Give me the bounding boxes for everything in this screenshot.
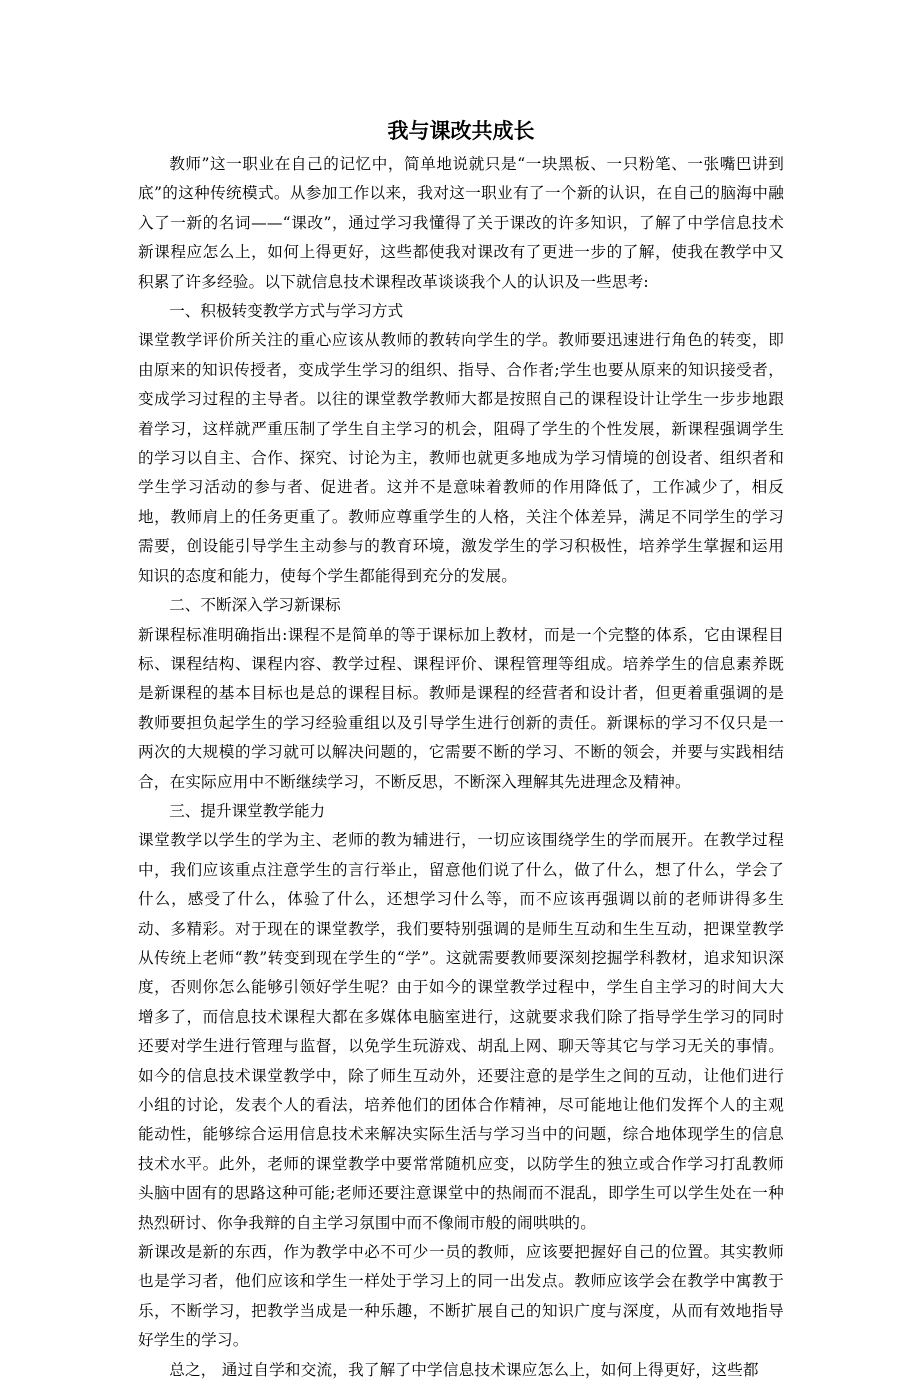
section-heading-2: 二、不断深入学习新课标: [169, 596, 341, 615]
section-paragraph-3: 课堂教学以学生的学为主、老师的教为辅进行，一切应该围绕学生的学而展开。在教学过程中，我们应该重点注意学生的言行举止，留意他们说了什么，做了什么，想了什么，学会了什么，感受了什么，体验了什么，还想学习什么等，而不应该再强调以前的老师讲得多生动、多精彩。对于现在的课堂教学，我们要特别强调的是师生互动和生生互动，把课堂教学从传统上老师“教”转变到现在学生的“学”。这就需要教师要深刻挖掘学科教材，追求知识深度，否则你怎么能够引领好学生呢？由于如今的课堂教学过程中，学生自主学习的时间大大增多了，而信息技术课程大都在多媒体电脑室进行，这就要求我们除了指导学生学习的同时还要对学生进行管理与监督，以免学生玩游戏、胡乱上网、聊天等其它与学习无关的事情。如今的信息技术课堂教学中，除了师生互动外，还要注意的是学生之间的互动，让他们进行小组的讨论，发表个人的看法，培养他们的团体合作精神，尽可能地让他们发挥个人的主观能动性，能够综合运用信息技术来解决实际生活与学习当中的问题，综合地体现学生的信息技术水平。此外，老师的课堂教学中要常常随机应变，以防学生的独立或合作学习打乱教师头脑中固有的思路这种可能;老师还要注意课堂中的热闹而不混乱，即学生可以学生处在一种热烈研讨、你争我辩的自主学习氛围中而不像闹市般的闹哄哄的。: [138, 831, 784, 1232]
section-heading-3: 三、提升课堂教学能力: [169, 801, 326, 820]
conclusion-paragraph: 总之， 通过自学和交流，我了解了中学信息技术课应怎么上，如何上得更好，这些都: [169, 1360, 759, 1379]
reflection-paragraph: 新课改是新的东西，作为教学中必不可少一员的教师，应该要把握好自己的位置。其实教师也是学习者，他们应该和学生一样处于学习上的同一出发点。教师应该学会在教学中寓教于乐，不断学习，把教学当成是一种乐趣，不断扩展自己的知识广度与深度，从而有效地指导好学生的学习。: [138, 1243, 784, 1350]
intro-paragraph: 教师”这一职业在自己的记忆中，简单地说就只是“一块黑板、一只粉笔、一张嘴巴讲到底”的这种传统模式。从参加工作以来，我对这一职业有了一个新的认识，在自己的脑海中融入了一新的名词——“课改”，通过学习我懂得了关于课改的许多知识，了解了中学信息技术新课程应怎么上，如何上得更好，这些都使我对课改有了更进一步的了解，使我在教学中又积累了许多经验。以下就信息技术课程改革谈谈我个人的认识及一些思考:: [138, 155, 784, 291]
section-heading-1: 一、积极转变教学方式与学习方式: [169, 302, 404, 321]
section-paragraph-1: 课堂教学评价所关注的重心应该从教师的教转向学生的学。教师要迅速进行角色的转变，即由原来的知识传授者，变成学生学习的组织、指导、合作者;学生也要从原来的知识接受者，变成学习过程的主导者。以往的课堂教学教师大都是按照自己的课程设计让学生一步步地跟着学习，这样就严重压制了学生自主学习的机会，阻碍了学生的个性发展，新课程强调学生的学习以自主、合作、探究、讨论为主，教师也就更多地成为学习情境的创设者、组织者和学生学习活动的参与者、促进者。这并不是意味着教师的作用降低了，工作减少了，相反地，教师肩上的任务更重了。教师应尊重学生的人格，关注个体差异，满足不同学生的学习需要，创设能引导学生主动参与的教育环境，激发学生的学习积极性，培养学生掌握和运用知识的态度和能力，使每个学生都能得到充分的发展。: [138, 331, 784, 585]
document-page: [138, 116, 784, 1385]
document-title: 我与课改共成长: [387, 119, 535, 143]
section-paragraph-2: 新课程标准明确指出:课程不是简单的等于课标加上教材，而是一个完整的体系，它由课程目标、课程结构、课程内容、教学过程、课程评价、课程管理等组成。培养学生的信息素养既是新课程的基本目标也是总的课程目标。教师是课程的经营者和设计者，但更着重强调的是教师要担负起学生的学习经验重组以及引导学生进行创新的责任。新课标的学习不仅只是一两次的大规模的学习就可以解决问题的，它需要不断的学习、不断的领会，并要与实践相结合，在实际应用中不断继续学习，不断反思，不断深入理解其先进理念及精神。: [138, 625, 784, 791]
